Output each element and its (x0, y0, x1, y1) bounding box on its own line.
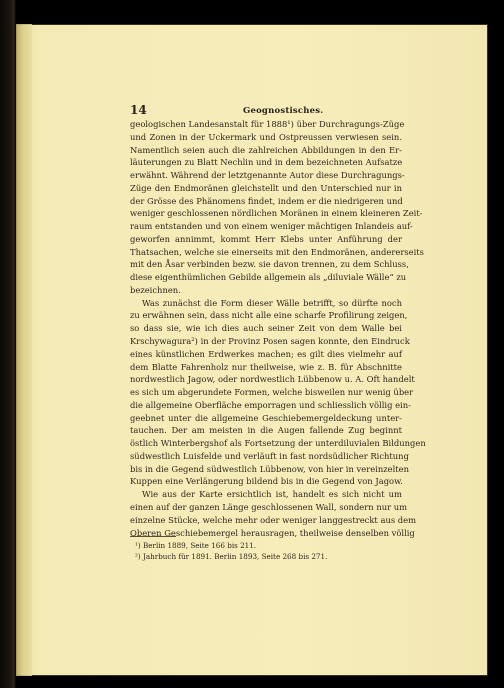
text-line: der Grösse des Phänomens findet, indem er die niedrigeren und (130, 195, 403, 206)
text-line: Namentlich seien auch die zahlreichen Abbildungen in den Er- (130, 144, 402, 155)
footnotes (135, 540, 395, 562)
text-line: Oberen Geschiebemergel herausragen, theilweise denselben völlig (130, 527, 415, 538)
text-line: einen auf der ganzen Länge geschlossenen Wall, sondern nur um (130, 501, 408, 512)
text-line: weniger geschlossenen nördlichen Moränen in einem kleineren Zeit- (130, 208, 423, 219)
text-line: nordwestlich Jagow, oder nordwestlich Lübbenow u. A. Oft handelt (130, 374, 415, 385)
text-line: eines künstlichen Erdwerkes machen; es gilt dies vielmehr auf (130, 348, 402, 359)
text-line: geologischen Landesanstalt für 1888¹) über Durchragungs-Züge (130, 119, 405, 129)
page-number: 14 (130, 103, 147, 117)
footnote-rule (130, 536, 176, 537)
text-line: tauchen. Der am meisten in die Augen fallende Zug beginnt (130, 425, 402, 436)
text-line: raum entstanden und von einem weniger mächtigen Inlandeis auf- (130, 221, 413, 232)
text-line: geworfen annimmt, kommt Herr Klebs unter Anführung der (130, 233, 402, 244)
footnote: ¹) Berlin 1889, Seite 166 bis 211. (135, 541, 257, 550)
text-line: geebnet unter die allgemeine Geschiebemergeldeckung unter- (130, 412, 402, 423)
page-gutter (16, 24, 32, 676)
text-line: einzelne Stücke, welche mehr oder weniger langgestreckt aus dem (130, 514, 417, 525)
text-line: dem Blatte Fahrenholz nur theilweise, wie z. B. für Abschnitte (130, 361, 402, 372)
body-text (130, 118, 426, 539)
text-line: bis in die Gegend südwestlich Lübbenow, von hier in vereinzelten (130, 463, 410, 474)
text-line: die allgemeine Oberfläche emporragen und schliesslich völlig ein- (130, 399, 411, 410)
footnote: ²) Jahrbuch für 1891. Berlin 1893, Seite 268 bis 271. (135, 552, 328, 561)
text-line: bezeichnen. (130, 284, 181, 295)
running-head: Geognostisches. (243, 106, 324, 116)
text-line: Thatsachen, welche sie einerseits mit den Endmoränen, andererseits (130, 246, 424, 257)
text-line: so dass sie, wie ich dies auch seiner Zeit von dem Walle bei (130, 323, 402, 334)
text-line: Kuppen eine Verlängerung bildend bis in die Gegend von Jagow. (130, 476, 403, 487)
text-line: mit den Åsar verbinden bezw. sie davon trennen, zu dem Schluss, (130, 259, 409, 270)
text-line: und Zonen in der Uckermark und Ostpreussen verwiesen sein. (130, 131, 402, 142)
text-line: Was zunächst die Form dieser Wälle betrifft, so dürfte noch (142, 297, 402, 308)
text-line: diese eigenthümlichen Gebilde allgemein als „diluviale Wälle“ zu (130, 272, 407, 283)
text-line: Züge den Endmoränen gleichstellt und den Unterschied nur in (130, 182, 402, 193)
text-line: südwestlich Luisfelde und verläuft in fast nordsüdlicher Richtung (130, 450, 409, 461)
text-line: zu erwähnen sein, dass nicht alle eine scharfe Profilirung zeigen, (130, 310, 408, 321)
text-line: Krschywagura²) in der Provinz Posen sagen konnte, den Eindruck (130, 336, 410, 347)
text-line: erwähnt. Während der letztgenannte Autor diese Durchragungs- (130, 170, 405, 181)
text-line: Wie aus der Karte ersichtlich ist, handelt es sich nicht um (142, 489, 402, 500)
text-line: östlich Winterbergshof als Fortsetzung der unterdiluvialen Bildungen (130, 438, 426, 449)
text-line: läuterungen zu Blatt Nechlin und in dem bezeichneten Aufsatze (130, 157, 403, 168)
text-line: es sich um abgerundete Formen, welche bisweilen nur wenig über (130, 387, 414, 398)
